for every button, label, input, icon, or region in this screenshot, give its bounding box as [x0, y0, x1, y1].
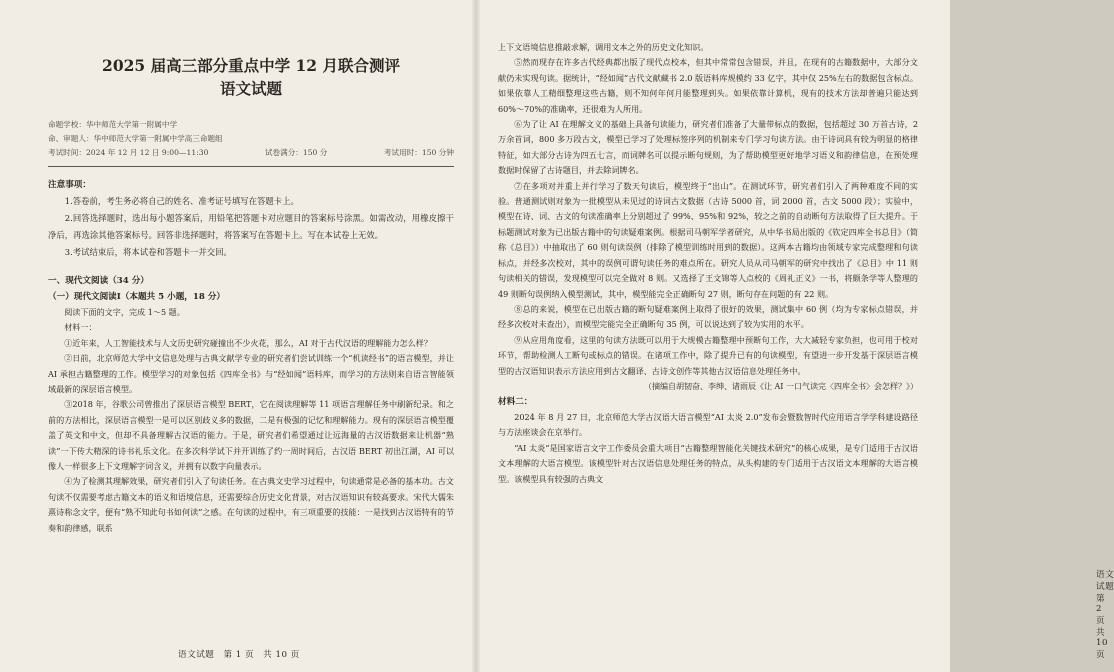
material-label: 材料一：	[64, 322, 97, 333]
duration: 考试用时：150 分钟	[383, 148, 454, 157]
exam-title: 2025 届高三部分重点中学 12 月联合测评	[102, 56, 400, 75]
page-footer: 语文试题 第 1 页 共 10 页	[178, 650, 300, 660]
page-1	[0, 0, 476, 672]
school-line: 命题学校：华中师范大学第一附属中学	[48, 120, 178, 129]
exam-meta	[48, 118, 454, 160]
source-citation: （摘编自胡韧奋、李绅、诸雨辰《让 AI 一口气读完〈四库全书〉会怎样？》）	[643, 381, 918, 391]
passage-paragraph: ②日前，北京师范大学中文信息处理与古典文献学专业的研究者们尝试训练一个“机读经书”的语言模型，并让 AI 承担古籍整理的工作。模型学习的对象包括《四库全书》与“经如闻”语料库，而学习的方法则来自语言智能领域最新的深层语言模型。	[48, 353, 454, 395]
passage-paragraph: ①近年来，人工智能技术与人文历史研究碰撞出不少火花，那么，AI 对于古代汉语的理解能力怎么样？	[64, 337, 432, 348]
subsection-heading: （一）现代文阅读Ⅰ（本题共 5 小题，18 分）	[48, 292, 226, 302]
passage-paragraph: ⑥为了让 AI 在理解文义的基础上具备句读能力，研究者们准备了大量带标点的数据，包括超过 30 万首古诗，2 万余首词，800 多万段古文，模型已学习了处理标签序列的机制来专门学习句读方法。由于诗词具有较为明显的格律特征，如大部分古诗为四五七言，而词牌名可以提示断句规则，为了帮助模型更好地学习语义和韵律信息，在预处理数据时保留了古诗题目，并去除词牌名。	[498, 119, 918, 176]
material-label: 材料二：	[498, 396, 533, 407]
exam-time-row	[48, 146, 454, 160]
divider	[48, 166, 454, 167]
full-score: 试卷满分：150 分	[264, 148, 328, 157]
passage-paragraph: ④为了检测其理解效果，研究者们引入了句读任务。在古典文史学习过程中，句读通常是必备的基本功。古文句读不仅需要考虑古籍文本的语义和语境信息，还需要综合历史文化背景，对古汉语知识有较高要求。宋代大儒朱熹诗称念文字，便有“熟不知此句书如何读”之感。在句读的过程中，有三项重要的技能：一是找到古汉语特有的节奏和韵律感，联系	[48, 476, 454, 533]
section-heading: 一、现代文阅读（34 分）	[48, 276, 149, 286]
exam-notes	[48, 177, 454, 261]
passage-paragraph: ⑨从应用角度看，这里的句读方法既可以用于大规模古籍整理中预断句工作，大大减轻专家负担，也可用于校对环节，帮助检测人工断句或标点的错误。在诸项工作中，除了提升已有的句读模型，有望进一步开发基于深层语言模型的古汉语知识表示方法应用到古文翻译、古诗文创作等其他古汉语信息处理任务中。	[498, 334, 918, 376]
reading-instruction: 阅读下面的文字，完成 1～5 题。	[64, 307, 185, 317]
passage-paragraph: “AI 太炎”是国家语言文字工作委员会重大项目“古籍整理智能化关键技术研究”的核心成果，是专门适用于古汉语文本理解的大语言模型。该模型针对古汉语信息处理任务的特点，从头构建的专门适用于古汉语文本理解的大语言模型。该模型具有较强的古典文	[498, 442, 918, 484]
passage-paragraph: 上下文语境信息推敲求解，调用文本之外的历史文化知识。	[498, 42, 709, 52]
page-2	[476, 0, 1114, 672]
passage-paragraph: ⑧总的来说，模型在已出版古籍的断句疑难案例上取得了很好的效果，测试集中 60 例（均为专家标点错误，并经多次校对未查出），而模型完能完全正确断句 35 例，可以说达到了较为实用的水平。	[498, 303, 918, 330]
passage-paragraph: ⑤然而现存在许多古代经典都出版了现代点校本，但其中常常包含错误，并且，在现有的古籍数据中，大部分文献仍未实现句读。据统计，“经如闻”古代文献藏书 2.0 版语料库规模约 33 亿字，其中仅 25%左右的数据包含标点。如果依靠人工精细整理这些古籍，则不知何年何月能整理到头。如果依靠计算机，现有的技术方法却普遍只能达到 60%～70%的准确率，还很难为人所用。	[498, 57, 918, 114]
notes-heading: 注意事项：	[48, 180, 91, 190]
passage-paragraph: 2024 年 8 月 27 日，北京师范大学古汉语大语言模型“AI 太炎 2.0”发布会暨数智时代应用语言学学科建设路径与方法座谈会在京举行。	[498, 411, 918, 438]
page-footer: 语文试题 第 2 页 共 10 页	[1096, 570, 1114, 660]
note-item: 3.考试结束后，将本试卷和答题卡一并交回。	[64, 247, 232, 257]
note-item: 2.回答选择题时，选出每小题答案后，用铅笔把答题卡对应题目的答案标号涂黑。如需改动，用橡皮擦干净后，再选涂其他答案标号。回答非选择题时，将答案写在答题卡上。写在本试卷上无效。	[48, 213, 454, 240]
exam-time: 考试时间：2024 年 12 月 12 日 9:00—11:30	[48, 148, 209, 157]
passage-paragraph: ⑦在多项对并重上并行学习了数天句读后，模型终于“出山”。在测试环节，研究者们引入了两种难度不同的实验。普通测试则对象为一批模型从未见过的诗词古文数据（古诗 5000 首，词 2000 首，古文 5000 段）；实验中，模型在诗、词、古文的句读准确率上分别超过了 99%、95%和 92%，较之之前的自动断句方法取得了巨大提升。于标题测试对象为已出版古籍中的句读疑难案例。根据司马朝军学者研究，从中华书局出版的《钦定四库全书总目》（简称《总目》）中抽取出了 60 则句读误例（排除了模型训练时用到的数据）。这两本古籍均由领域专家完成整理和句读标点，并经多次校对，其中的误例可谓句读任务的难点所在。研究人员从司马朝军的研究中找出了《总目》中 11 则句读相关的错误，发现模型可以完全做对 8 则。又选择了王文锦等人点校的《周礼正义》一书，将颇条学等人整理的 49 则断句误例纳入模型测试，其中，模型能完全正确断句 27 则，断句存在问题的有 22 则。	[498, 180, 918, 299]
subject-title: 语文试题	[219, 79, 282, 98]
note-item: 1.答卷前，考生务必将自己的姓名、准考证号填写在答题卡上。	[64, 196, 299, 206]
reviewer-line: 命、审题人：华中师范大学第一附属中学高三命题组	[48, 134, 223, 143]
passage-paragraph: ③2018 年，谷歌公司曾推出了深层语言模型 BERT，它在阅读理解等 11 项语言理解任务中刷新纪录。和之前的方法相比，深层语言模型一是可以区别歧义多的数据，二是有极强的记忆和理解能力。现有的深层语言模型覆盖了英文和中文，但却不具备理解古汉语的能力。于是，研究者们希望通过让远海量的古汉语数据来让机器“熟读”一下传大精深的诗书礼乐文化。在多次科学试下并开训练了约一周时间后，古汉语 BERT 初出江湖，AI 可以像人一样很多上下文理解字词含义，并拥有以数字向量表示。	[48, 399, 454, 472]
